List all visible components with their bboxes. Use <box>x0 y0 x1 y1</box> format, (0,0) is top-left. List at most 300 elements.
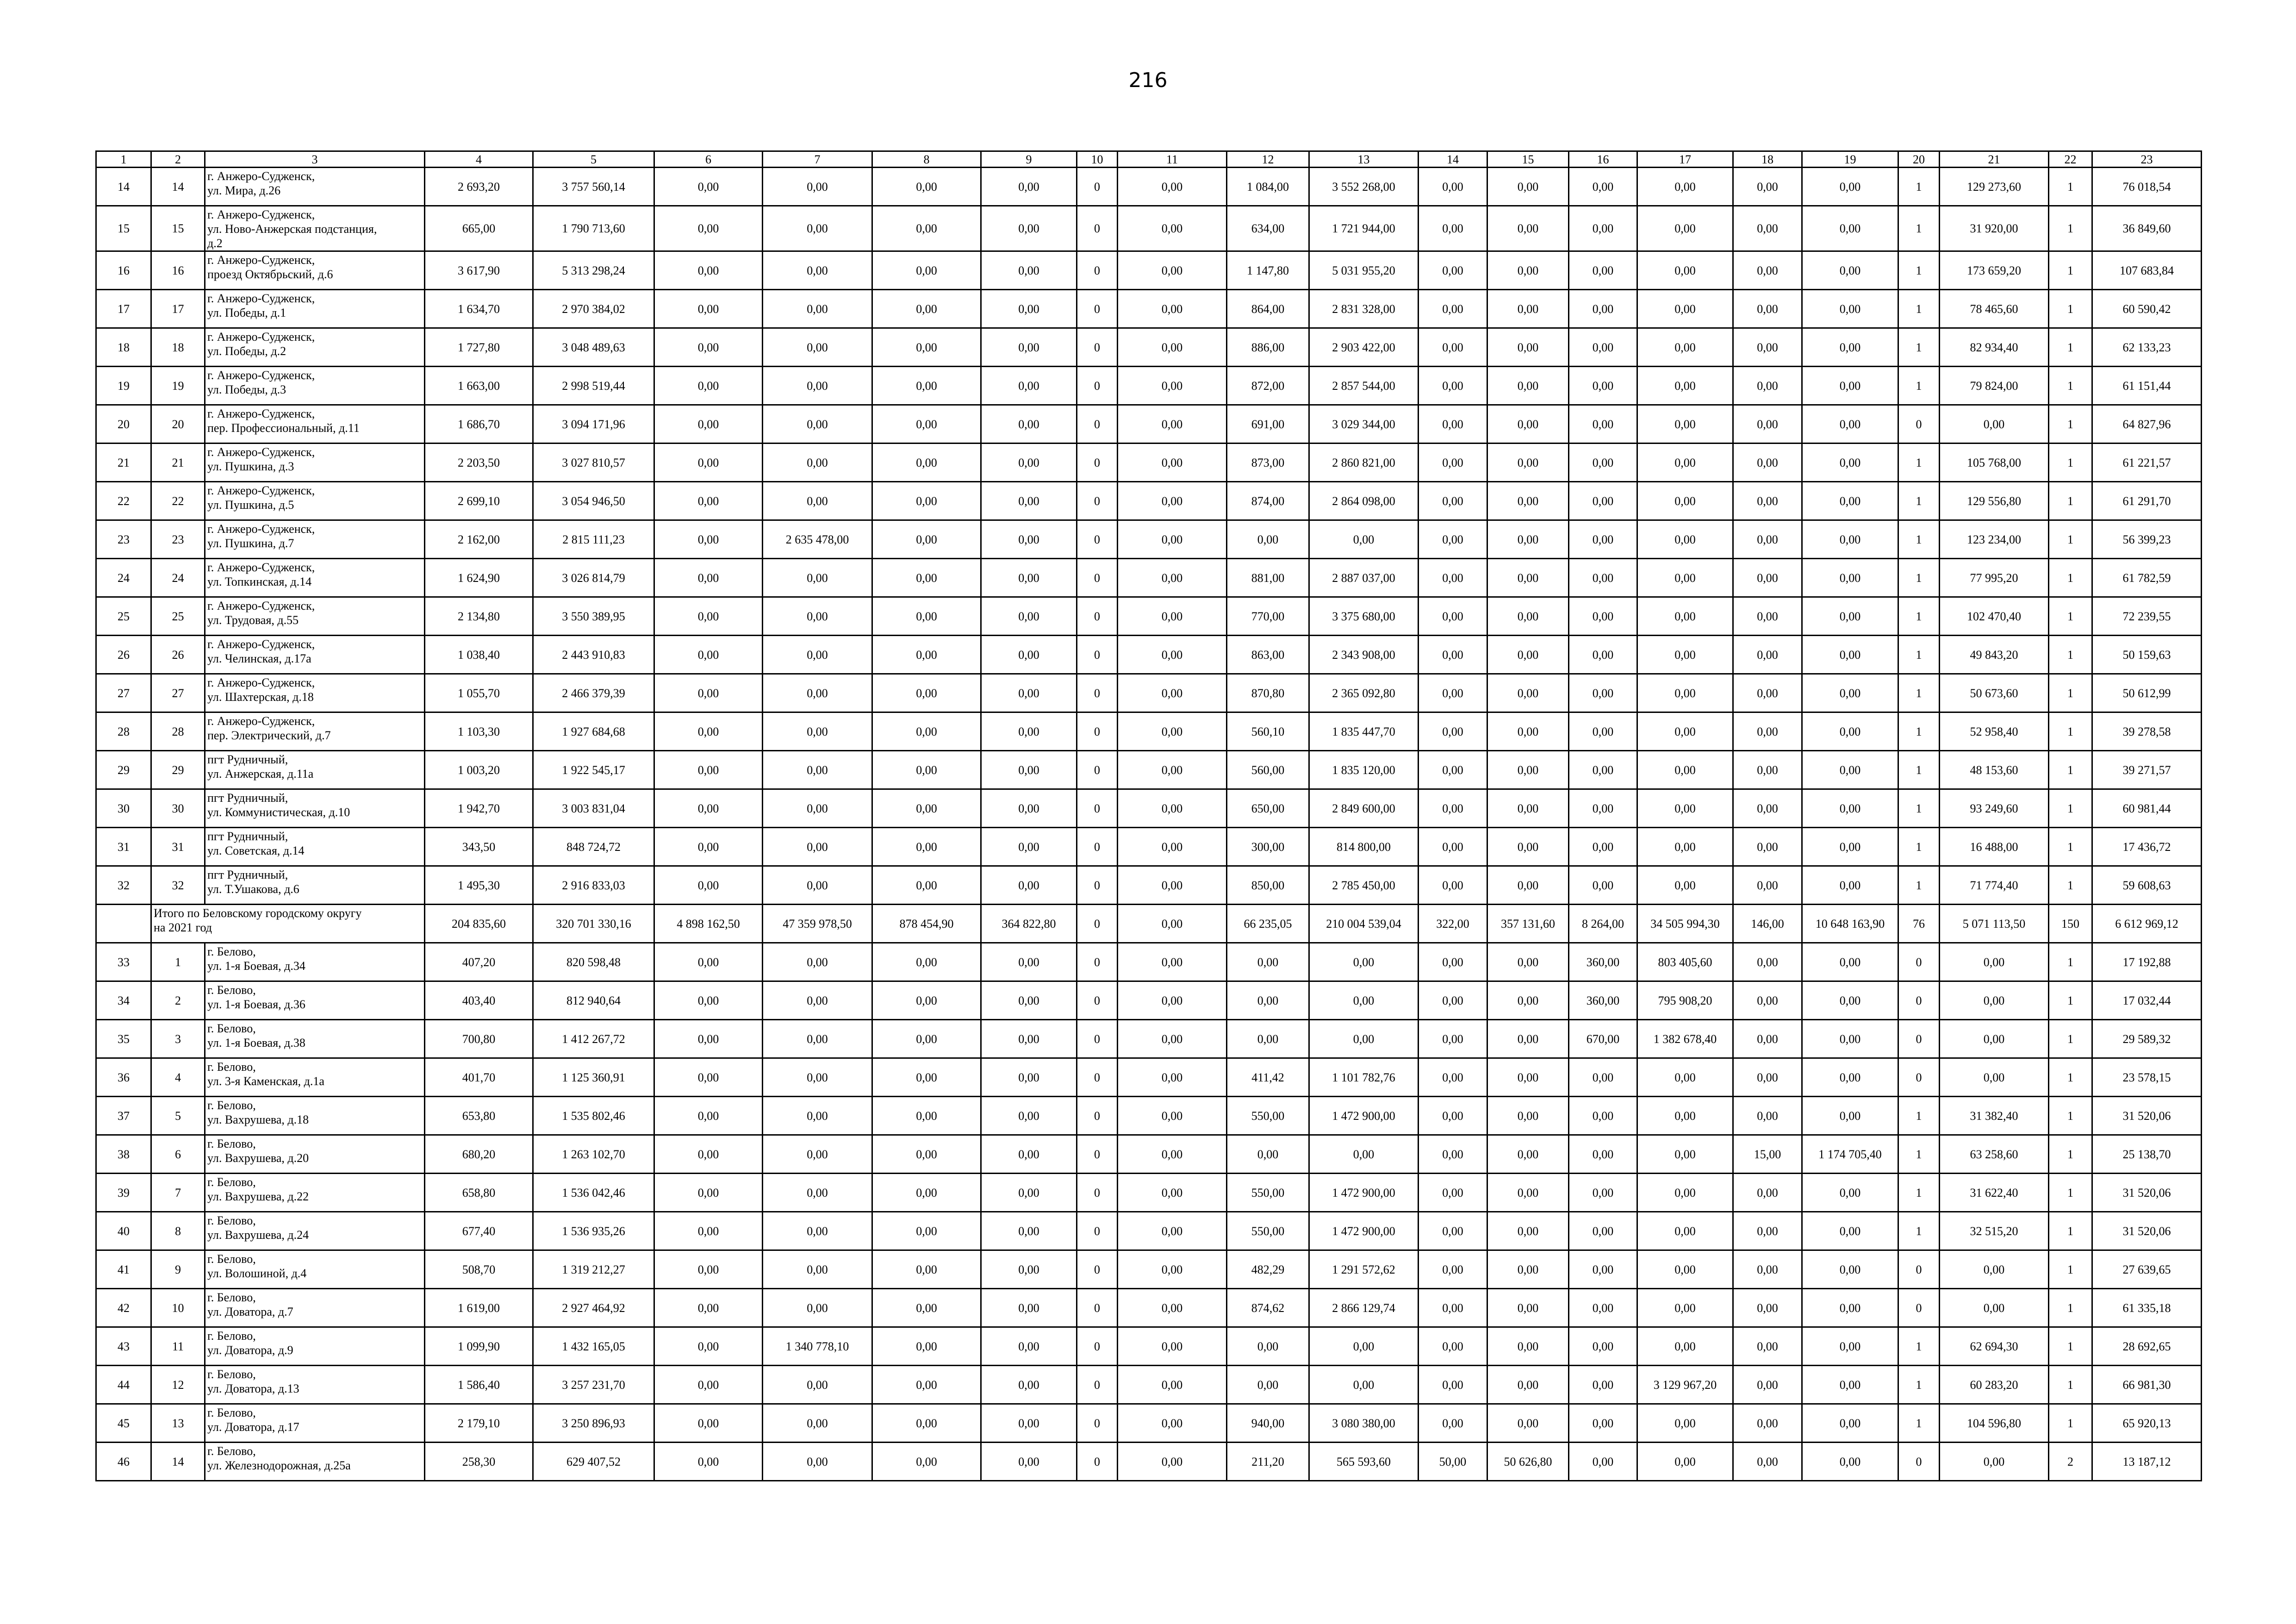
table-cell: 0,00 <box>1569 1058 1637 1097</box>
table-row <box>96 367 2202 405</box>
table-cell: 0,00 <box>1733 206 1802 251</box>
table-cell: 1 003,20 <box>425 751 533 789</box>
table-cell: 0,00 <box>1227 1327 1309 1366</box>
table-cell: 0,00 <box>763 1058 872 1097</box>
table-cell: 560,00 <box>1227 751 1309 789</box>
table-cell: 0,00 <box>1419 1327 1487 1366</box>
table-cell: 22 <box>151 482 205 520</box>
table-cell: 0 <box>1898 405 1940 443</box>
table-cell: 22 <box>96 482 151 520</box>
table-cell: 1 <box>2049 405 2092 443</box>
table-cell: 0,00 <box>1487 1366 1569 1404</box>
table-cell: 0,00 <box>872 328 981 367</box>
table-cell: 3 <box>151 1020 205 1058</box>
table-cell: 15 <box>96 206 151 251</box>
table-cell: 49 843,20 <box>1940 636 2049 674</box>
table-cell: 35 <box>96 1020 151 1058</box>
table-cell: 0,00 <box>981 1058 1077 1097</box>
table-cell: 1 790 713,60 <box>533 206 654 251</box>
table-cell: 3 250 896,93 <box>533 1404 654 1443</box>
table-row <box>96 251 2202 290</box>
table-cell: 0,00 <box>1309 1366 1419 1404</box>
table-cell: 0,00 <box>654 597 763 636</box>
total-label-cell: Итого по Беловскому городскому округу на 2021 год <box>151 905 425 943</box>
table-cell: 13 187,12 <box>2092 1443 2202 1481</box>
table-cell: 0,00 <box>1802 168 1898 206</box>
table-cell: 0,00 <box>1487 751 1569 789</box>
table-cell: 1 <box>2049 943 2092 981</box>
table-cell: 0,00 <box>1637 828 1733 866</box>
table-cell: 0 <box>1077 636 1118 674</box>
table-cell: 0,00 <box>654 290 763 328</box>
table-cell: 1 <box>2049 1327 2092 1366</box>
table-cell: 0,00 <box>872 1366 981 1404</box>
table-row <box>96 443 2202 482</box>
table-cell: 0,00 <box>1940 981 2049 1020</box>
table-cell: 3 094 171,96 <box>533 405 654 443</box>
table-cell: 0,00 <box>1733 168 1802 206</box>
table-cell: 4 898 162,50 <box>654 905 763 943</box>
table-cell: 3 080 380,00 <box>1309 1404 1419 1443</box>
table-cell: 0 <box>1077 981 1118 1020</box>
table-cell: 0,00 <box>1118 328 1227 367</box>
table-cell: 0,00 <box>1419 674 1487 712</box>
table-cell: 0,00 <box>1487 828 1569 866</box>
table-cell: 10 648 163,90 <box>1802 905 1898 943</box>
table-cell: 0,00 <box>1487 1250 1569 1289</box>
table-cell: 0,00 <box>763 328 872 367</box>
table-cell: 0,00 <box>1118 290 1227 328</box>
table-cell: 322,00 <box>1419 905 1487 943</box>
table-cell: 0,00 <box>1637 712 1733 751</box>
table-cell: 28 692,65 <box>2092 1327 2202 1366</box>
table-cell: 0,00 <box>1733 1020 1802 1058</box>
table-cell: 0,00 <box>1419 1366 1487 1404</box>
table-cell: 0,00 <box>1733 559 1802 597</box>
table-cell: 0,00 <box>1419 1174 1487 1212</box>
table-cell: 13 <box>151 1404 205 1443</box>
table-cell: 2 998 519,44 <box>533 367 654 405</box>
table-cell: 874,62 <box>1227 1289 1309 1327</box>
table-cell: 2 <box>2049 1443 2092 1481</box>
table-cell: 0,00 <box>1118 1020 1227 1058</box>
table-cell: 0,00 <box>1118 443 1227 482</box>
table-cell: 700,80 <box>425 1020 533 1058</box>
table-cell: 1 319 212,27 <box>533 1250 654 1289</box>
table-cell: 0,00 <box>1118 482 1227 520</box>
table-cell: 0,00 <box>872 1058 981 1097</box>
address-cell: г. Анжеро-Судженск, ул. Ново-Анжерская подстанция, д.2 <box>205 206 425 251</box>
table-cell: 0,00 <box>1419 1020 1487 1058</box>
table-cell: 72 239,55 <box>2092 597 2202 636</box>
table-row <box>96 1366 2202 1404</box>
table-cell: 71 774,40 <box>1940 866 2049 905</box>
table-cell: 0,00 <box>763 251 872 290</box>
table-cell: 0,00 <box>654 674 763 712</box>
table-cell: 0,00 <box>1802 1366 1898 1404</box>
table-cell: 0,00 <box>1487 981 1569 1020</box>
table-cell: 0 <box>1077 1097 1118 1135</box>
table-cell: 0,00 <box>872 1289 981 1327</box>
table-cell: 44 <box>96 1366 151 1404</box>
column-number-header-row <box>96 151 2202 168</box>
address-cell: г. Белово, ул. 3-я Каменская, д.1а <box>205 1058 425 1097</box>
table-cell: 0,00 <box>1802 597 1898 636</box>
table-cell: 1 <box>2049 981 2092 1020</box>
table-cell: 0,00 <box>1733 443 1802 482</box>
table-cell: 0,00 <box>1487 789 1569 828</box>
table-cell: 14 <box>96 168 151 206</box>
table-cell: 0,00 <box>1569 1327 1637 1366</box>
table-cell: 0 <box>1077 828 1118 866</box>
table-row <box>96 1097 2202 1135</box>
table-cell: 0,00 <box>1733 1327 1802 1366</box>
table-cell: 320 701 330,16 <box>533 905 654 943</box>
table-cell: 1 <box>2049 1366 2092 1404</box>
table-cell: 0,00 <box>981 1366 1077 1404</box>
table-cell: 1 624,90 <box>425 559 533 597</box>
table-cell: 6 612 969,12 <box>2092 905 2202 943</box>
table-cell: 0,00 <box>1637 290 1733 328</box>
table-cell: 0,00 <box>1227 1135 1309 1174</box>
table-cell: 2 <box>151 981 205 1020</box>
address-cell: г. Белово, ул. Вахрушева, д.24 <box>205 1212 425 1250</box>
table-cell: 0 <box>1077 1327 1118 1366</box>
table-cell: 0,00 <box>1569 1289 1637 1327</box>
table-cell: 0,00 <box>1802 559 1898 597</box>
table-cell: 0,00 <box>1802 712 1898 751</box>
table-cell: 0,00 <box>654 1289 763 1327</box>
table-cell: 0,00 <box>1802 520 1898 559</box>
table-cell: 30 <box>151 789 205 828</box>
table-cell: 41 <box>96 1250 151 1289</box>
table-cell: 0 <box>1077 367 1118 405</box>
table-cell: 0,00 <box>981 1174 1077 1212</box>
table-cell: 9 <box>151 1250 205 1289</box>
table-cell: 2 831 328,00 <box>1309 290 1419 328</box>
table-cell: 0 <box>1077 1289 1118 1327</box>
column-number-header: 21 <box>1940 151 2049 168</box>
table-cell: 3 048 489,63 <box>533 328 654 367</box>
table-cell: 0,00 <box>1637 674 1733 712</box>
table-cell: 0,00 <box>1637 636 1733 674</box>
table-cell: 0 <box>1077 1366 1118 1404</box>
table-cell: 0 <box>1077 789 1118 828</box>
table-cell: 0,00 <box>1419 559 1487 597</box>
table-cell: 2 866 129,74 <box>1309 1289 1419 1327</box>
table-cell: 0,00 <box>1419 981 1487 1020</box>
table-cell: 0,00 <box>1733 828 1802 866</box>
table-cell: 0,00 <box>1940 1058 2049 1097</box>
table-cell: 0,00 <box>1802 405 1898 443</box>
table-cell: 102 470,40 <box>1940 597 2049 636</box>
table-cell: 56 399,23 <box>2092 520 2202 559</box>
table-cell: 0,00 <box>1487 1097 1569 1135</box>
table-cell: 0,00 <box>1118 405 1227 443</box>
table-cell: 1 <box>1898 674 1940 712</box>
table-cell: 0,00 <box>1733 1212 1802 1250</box>
table-cell: 0,00 <box>1118 1058 1227 1097</box>
table-cell: 7 <box>151 1174 205 1212</box>
table-cell: 0,00 <box>763 597 872 636</box>
table-cell: 1 291 572,62 <box>1309 1250 1419 1289</box>
table-cell: 0,00 <box>654 1020 763 1058</box>
table-cell: 6 <box>151 1135 205 1174</box>
table-cell: 0 <box>1077 866 1118 905</box>
table-cell: 0,00 <box>1487 1327 1569 1366</box>
table-cell: 0,00 <box>1419 1250 1487 1289</box>
table-cell: 32 <box>151 866 205 905</box>
table-cell: 0,00 <box>1309 1327 1419 1366</box>
table-cell: 0,00 <box>1419 1097 1487 1135</box>
table-row <box>96 636 2202 674</box>
table-cell: 1 536 935,26 <box>533 1212 654 1250</box>
table-cell: 0,00 <box>981 1289 1077 1327</box>
table-cell: 1 <box>2049 1174 2092 1212</box>
table-cell: 0,00 <box>981 828 1077 866</box>
column-number-header: 10 <box>1077 151 1118 168</box>
table-cell: 0,00 <box>1802 866 1898 905</box>
table-cell: 17 032,44 <box>2092 981 2202 1020</box>
table-cell: 2 162,00 <box>425 520 533 559</box>
table-cell: 1 <box>1898 168 1940 206</box>
table-cell: 0,00 <box>654 981 763 1020</box>
table-cell: 50 673,60 <box>1940 674 2049 712</box>
table-cell: 17 <box>151 290 205 328</box>
table-cell: 565 593,60 <box>1309 1443 1419 1481</box>
table-cell: 1 <box>2049 674 2092 712</box>
table-cell: 0,00 <box>1569 206 1637 251</box>
table-cell: 210 004 539,04 <box>1309 905 1419 943</box>
table-cell: 0,00 <box>1118 168 1227 206</box>
table-cell: 0,00 <box>1569 328 1637 367</box>
table-cell: 1 586,40 <box>425 1366 533 1404</box>
table-cell: 93 249,60 <box>1940 789 2049 828</box>
table-cell: 1 472 900,00 <box>1309 1097 1419 1135</box>
table-cell: 0,00 <box>981 520 1077 559</box>
table-cell: 0,00 <box>1569 597 1637 636</box>
table-cell: 8 <box>151 1212 205 1250</box>
table-cell: 0,00 <box>1419 443 1487 482</box>
table-cell: 1 263 102,70 <box>533 1135 654 1174</box>
table-cell: 886,00 <box>1227 328 1309 367</box>
table-row <box>96 168 2202 206</box>
table-cell: 1 084,00 <box>1227 168 1309 206</box>
table-cell: 0,00 <box>981 1212 1077 1250</box>
table-cell: 0,00 <box>872 1250 981 1289</box>
table-cell: 0,00 <box>654 328 763 367</box>
table-cell: 0,00 <box>1733 1058 1802 1097</box>
table-cell: 0,00 <box>654 251 763 290</box>
table-cell: 16 488,00 <box>1940 828 2049 866</box>
table-cell: 2 815 111,23 <box>533 520 654 559</box>
table-cell: 0 <box>1077 751 1118 789</box>
table-cell: 17 192,88 <box>2092 943 2202 981</box>
table-cell: 66 235,05 <box>1227 905 1309 943</box>
table-row <box>96 482 2202 520</box>
table-cell: 60 590,42 <box>2092 290 2202 328</box>
table-cell: 0,00 <box>1637 1174 1733 1212</box>
table-cell: 1 <box>2049 789 2092 828</box>
table-cell: 411,42 <box>1227 1058 1309 1097</box>
table-cell: 0,00 <box>1487 1289 1569 1327</box>
table-cell: 1 535 802,46 <box>533 1097 654 1135</box>
table-cell: 0,00 <box>763 1289 872 1327</box>
table-cell: 3 552 268,00 <box>1309 168 1419 206</box>
column-number-header: 4 <box>425 151 533 168</box>
table-cell: 0,00 <box>763 636 872 674</box>
table-cell: 0,00 <box>1118 1097 1227 1135</box>
table-row <box>96 1020 2202 1058</box>
table-cell: 0 <box>1898 1020 1940 1058</box>
table-cell: 850,00 <box>1227 866 1309 905</box>
table-cell: 0,00 <box>981 943 1077 981</box>
table-cell: 3 003 831,04 <box>533 789 654 828</box>
table-cell: 1 472 900,00 <box>1309 1212 1419 1250</box>
table-cell: 0 <box>1077 943 1118 981</box>
table-cell: 0,00 <box>763 1250 872 1289</box>
table-cell: 1 495,30 <box>425 866 533 905</box>
table-cell: 0,00 <box>654 1443 763 1481</box>
table-cell: 0,00 <box>1637 1404 1733 1443</box>
table-cell: 0,00 <box>981 168 1077 206</box>
table-row <box>96 943 2202 981</box>
table-row <box>96 674 2202 712</box>
table-cell: 4 <box>151 1058 205 1097</box>
column-number-header: 11 <box>1118 151 1227 168</box>
table-cell: 812 940,64 <box>533 981 654 1020</box>
table-cell: 0,00 <box>1419 1212 1487 1250</box>
table-cell: 0,00 <box>1569 1443 1637 1481</box>
table-cell: 0 <box>1077 1212 1118 1250</box>
table-cell: 770,00 <box>1227 597 1309 636</box>
table-cell: 0,00 <box>872 443 981 482</box>
table-cell: 0,00 <box>1487 1174 1569 1212</box>
table-cell: 0,00 <box>763 789 872 828</box>
table-cell: 173 659,20 <box>1940 251 2049 290</box>
table-cell: 0,00 <box>1733 789 1802 828</box>
table-cell: 665,00 <box>425 206 533 251</box>
table-row <box>96 866 2202 905</box>
table-cell: 0 <box>1077 206 1118 251</box>
table-cell: 1 <box>1898 482 1940 520</box>
table-cell: 0,00 <box>1419 1058 1487 1097</box>
table-cell: 0,00 <box>1733 712 1802 751</box>
table-cell: 27 639,65 <box>2092 1250 2202 1289</box>
table-cell: 1 <box>1898 866 1940 905</box>
table-cell: 66 981,30 <box>2092 1366 2202 1404</box>
address-cell: пгт Рудничный, ул. Советская, д.14 <box>205 828 425 866</box>
table-cell: 0,00 <box>1637 1327 1733 1366</box>
table-cell: 0,00 <box>1637 520 1733 559</box>
table-cell: 0 <box>1898 1443 1940 1481</box>
table-cell: 0,00 <box>763 405 872 443</box>
table-cell: 0,00 <box>1118 1212 1227 1250</box>
address-cell: г. Белово, ул. Вахрушева, д.18 <box>205 1097 425 1135</box>
table-cell: 0,00 <box>1419 367 1487 405</box>
table-cell: 0,00 <box>1487 943 1569 981</box>
table-cell: 0,00 <box>1118 905 1227 943</box>
table-cell: 36 <box>96 1058 151 1097</box>
table-cell: 31 622,40 <box>1940 1174 2049 1212</box>
table-cell: 38 <box>96 1135 151 1174</box>
table-cell: 3 617,90 <box>425 251 533 290</box>
table-cell: 1 <box>2049 559 2092 597</box>
table-cell: 0,00 <box>1309 981 1419 1020</box>
table-cell: 0,00 <box>1802 290 1898 328</box>
table-cell: 0,00 <box>1802 943 1898 981</box>
table-cell: 0,00 <box>1569 1174 1637 1212</box>
table-cell: 1 <box>2049 751 2092 789</box>
table-cell: 0,00 <box>1569 367 1637 405</box>
table-cell: 79 824,00 <box>1940 367 2049 405</box>
table-cell: 0 <box>1077 1443 1118 1481</box>
table-cell: 0,00 <box>1118 636 1227 674</box>
table-cell: 47 359 978,50 <box>763 905 872 943</box>
table-cell: 0,00 <box>763 751 872 789</box>
table-cell: 0,00 <box>763 1097 872 1135</box>
table-cell: 2 635 478,00 <box>763 520 872 559</box>
table-cell: 0 <box>1077 290 1118 328</box>
table-cell: 0,00 <box>1118 251 1227 290</box>
table-cell: 1 340 778,10 <box>763 1327 872 1366</box>
table-cell: 0,00 <box>1118 751 1227 789</box>
table-cell: 0,00 <box>1118 943 1227 981</box>
table-cell: 0,00 <box>654 520 763 559</box>
table-cell: 0 <box>1077 1020 1118 1058</box>
table-cell: 0,00 <box>654 636 763 674</box>
table-cell: 105 768,00 <box>1940 443 2049 482</box>
table-cell: 33 <box>96 943 151 981</box>
table-cell: 0,00 <box>1733 367 1802 405</box>
table-cell: 0,00 <box>1802 674 1898 712</box>
table-cell: 204 835,60 <box>425 905 533 943</box>
table-cell: 0,00 <box>1118 1366 1227 1404</box>
table-cell: 658,80 <box>425 1174 533 1212</box>
table-cell: 0,00 <box>1569 1250 1637 1289</box>
table-cell: 0,00 <box>1118 674 1227 712</box>
table-cell: 46 <box>96 1443 151 1481</box>
table-cell: 0,00 <box>981 1443 1077 1481</box>
table-cell: 0,00 <box>981 866 1077 905</box>
table-cell: 0,00 <box>981 597 1077 636</box>
table-cell: 2 903 422,00 <box>1309 328 1419 367</box>
table-row <box>96 206 2202 251</box>
table-cell: 36 849,60 <box>2092 206 2202 251</box>
table-cell: 0,00 <box>981 367 1077 405</box>
table-cell: 0,00 <box>1487 367 1569 405</box>
table-cell: 360,00 <box>1569 981 1637 1020</box>
table-cell: 0 <box>1077 1135 1118 1174</box>
table-cell: 560,10 <box>1227 712 1309 751</box>
table-cell: 5 313 298,24 <box>533 251 654 290</box>
table-cell: 0 <box>1077 168 1118 206</box>
table-row <box>96 559 2202 597</box>
table-cell: 1 382 678,40 <box>1637 1020 1733 1058</box>
table-cell: 0,00 <box>1802 251 1898 290</box>
table-cell: 0,00 <box>1118 712 1227 751</box>
table-cell: 0,00 <box>1802 789 1898 828</box>
table-cell: 23 <box>151 520 205 559</box>
table-cell: 0,00 <box>1733 1097 1802 1135</box>
table-cell: 0,00 <box>872 482 981 520</box>
table-cell: 550,00 <box>1227 1212 1309 1250</box>
table-row <box>96 1289 2202 1327</box>
table-cell: 0,00 <box>1227 520 1309 559</box>
data-table-container <box>95 150 2200 1481</box>
table-cell: 0,00 <box>872 636 981 674</box>
table-cell: 0,00 <box>872 168 981 206</box>
